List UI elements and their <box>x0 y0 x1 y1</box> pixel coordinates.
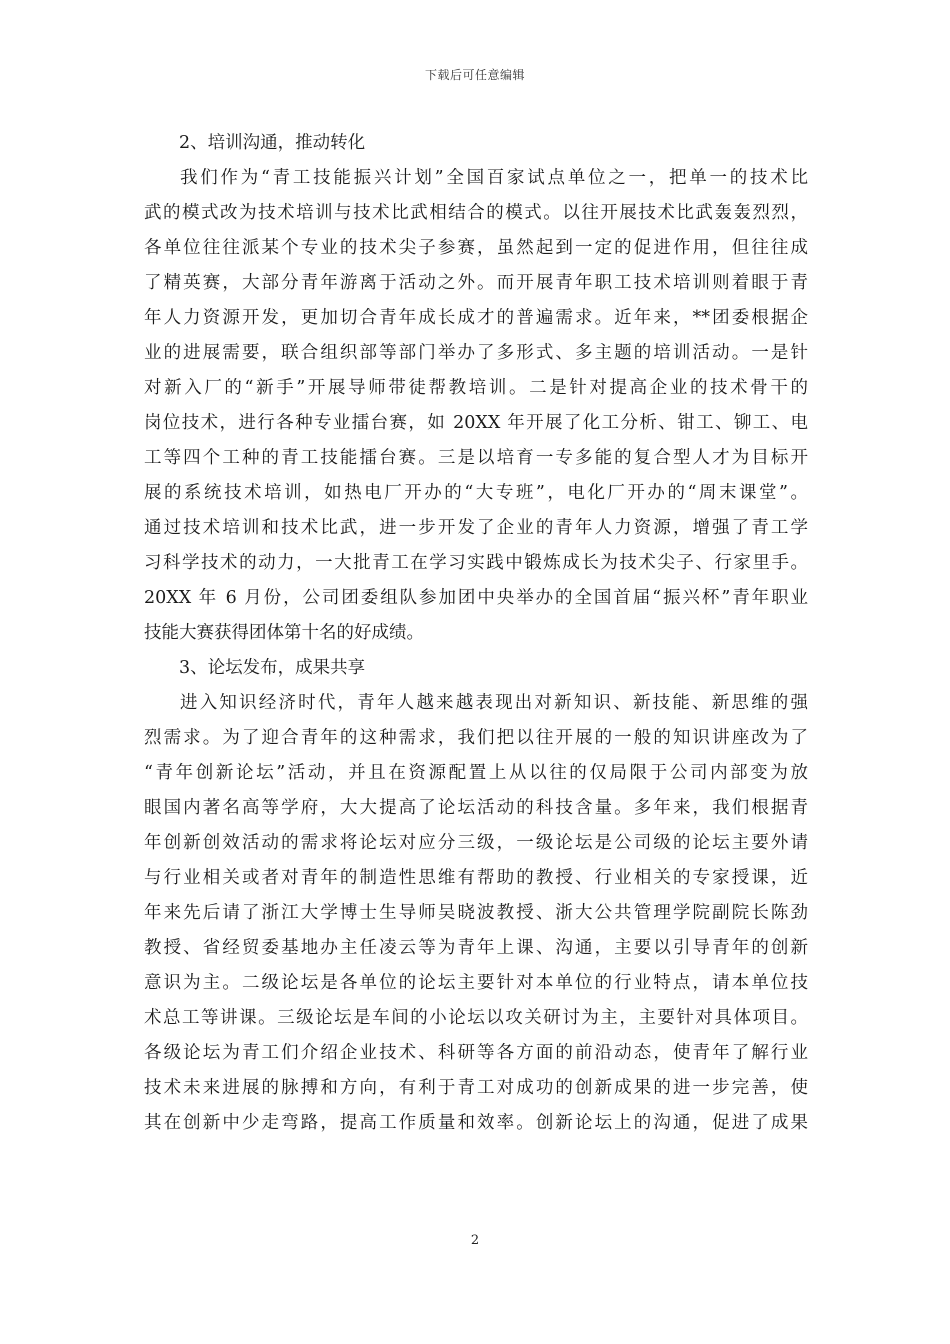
paragraph-line: 各级论坛为青工们介绍企业技术、科研等各方面的前沿动态，使青年了解行业 <box>144 1043 808 1063</box>
section-heading-forum: 3、论坛发布，成果共享 <box>179 658 366 678</box>
paragraph-line: 武的模式改为技术培训与技术比武相结合的模式。以往开展技术比武轰轰烈烈， <box>144 203 808 223</box>
paragraph-line: 进入知识经济时代，青年人越来越表现出对新知识、新技能、新思维的强 <box>180 693 808 713</box>
paragraph-line: 岗位技术，进行各种专业擂台赛，如 20XX 年开展了化工分析、钳工、铆工、电 <box>144 413 808 433</box>
paragraph-line: 20XX 年 6 月份，公司团委组队参加团中央举办的全国首届“振兴杯”青年职业 <box>144 588 808 608</box>
paragraph-line: 与行业相关或者对青年的制造性思维有帮助的教授、行业相关的专家授课，近 <box>144 868 808 888</box>
paragraph-line: 年人力资源开发，更加切合青年成长成才的普遍需求。近年来，**团委根据企 <box>144 308 808 328</box>
paragraph-line: 通过技术培训和技术比武，进一步开发了企业的青年人力资源，增强了青工学 <box>144 518 808 538</box>
paragraph-line: 年创新创效活动的需求将论坛对应分三级，一级论坛是公司级的论坛主要外请 <box>144 833 808 853</box>
paragraph-line: 业的进展需要，联合组织部等部门举办了多形式、多主题的培训活动。一是针 <box>144 343 808 363</box>
paragraph-line: 烈需求。为了迎合青年的这种需求，我们把以往开展的一般的知识讲座改为了 <box>144 728 808 748</box>
paragraph-line: 教授、省经贸委基地办主任凌云等为青年上课、沟通，主要以引导青年的创新 <box>144 938 808 958</box>
section-heading-training: 2、培训沟通，推动转化 <box>179 133 366 153</box>
page-header: 下载后可任意编辑 <box>424 68 525 82</box>
paragraph-line: 我们作为“青工技能振兴计划”全国百家试点单位之一，把单一的技术比 <box>180 168 808 188</box>
paragraph-line: 术总工等讲课。三级论坛是车间的小论坛以攻关研讨为主，主要针对具体项目。 <box>144 1008 808 1028</box>
paragraph-line: 年来先后请了浙江大学博士生导师吴晓波教授、浙大公共管理学院副院长陈劲 <box>144 903 808 923</box>
document-body <box>144 126 808 1141</box>
paragraph-line: 其在创新中少走弯路，提高工作质量和效率。创新论坛上的沟通，促进了成果 <box>144 1113 808 1133</box>
paragraph-line: 技术未来进展的脉搏和方向，有利于青工对成功的创新成果的进一步完善，使 <box>144 1078 808 1098</box>
paragraph-line: “青年创新论坛”活动，并且在资源配置上从以往的仅局限于公司内部变为放 <box>144 763 808 783</box>
paragraph-line: 了精英赛，大部分青年游离于活动之外。而开展青年职工技术培训则着眼于青 <box>144 273 808 293</box>
paragraph-line: 工等四个工种的青工技能擂台赛。三是以培育一专多能的复合型人才为目标开 <box>144 448 808 468</box>
paragraph-line: 习科学技术的动力，一大批青工在学习实践中锻炼成长为技术尖子、行家里手。 <box>144 553 808 573</box>
page-number: 2 <box>470 1233 480 1248</box>
paragraph-line: 展的系统技术培训，如热电厂开办的“大专班”，电化厂开办的“周末课堂”。 <box>144 483 808 503</box>
paragraph-line: 各单位往往派某个专业的技术尖子参赛，虽然起到一定的促进作用，但往往成 <box>144 238 808 258</box>
paragraph-line: 眼国内著名高等学府，大大提高了论坛活动的科技含量。多年来，我们根据青 <box>144 798 808 818</box>
paragraph-line: 技能大赛获得团体第十名的好成绩。 <box>144 623 424 643</box>
paragraph-line: 对新入厂的“新手”开展导师带徒帮教培训。二是针对提高企业的技术骨干的 <box>144 378 808 398</box>
paragraph-line: 意识为主。二级论坛是各单位的论坛主要针对本单位的行业特点，请本单位技 <box>144 973 808 993</box>
